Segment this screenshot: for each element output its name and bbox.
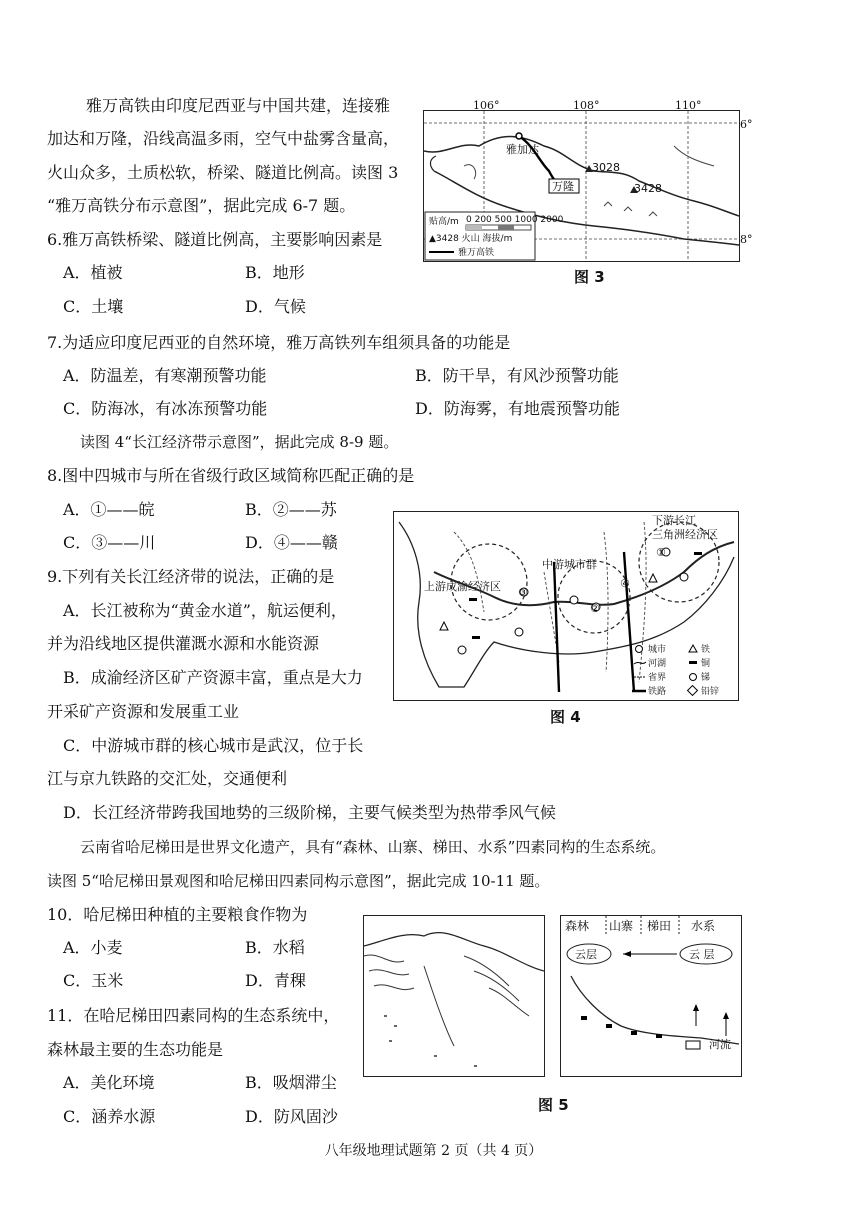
figure-3-caption: 图 3	[574, 268, 605, 286]
fig3-peak2-label: 3428	[634, 182, 662, 195]
q11-option-a[interactable]: A．美化环境	[63, 1073, 155, 1092]
fig4-legend-copper: 铜	[701, 659, 711, 669]
figure-5-caption: 图 5	[538, 1096, 569, 1114]
q10-stem: 10．哈尼梯田种植的主要粮食作物为	[47, 905, 308, 924]
fig4-legend-border: 省界	[648, 673, 667, 683]
page-footer: 八年级地理试题第 2 页（共 4 页）	[324, 1143, 543, 1159]
q9-option-a-line-1[interactable]: A．长江被称为“黄金水道”，航运便利，	[63, 601, 347, 620]
q9-option-c-line-2: 江与京九铁路的交汇处，交通便利	[47, 769, 288, 788]
fig4-legend-railway: 铁路	[648, 687, 667, 697]
q9-option-c-line-1[interactable]: C．中游城市群的核心城市是武汉，位于长	[63, 736, 364, 755]
q11-stem-line-2: 森林最主要的生态功能是	[47, 1040, 224, 1059]
q11-option-c[interactable]: C．涵养水源	[63, 1107, 156, 1126]
fig4-mark-3: ③	[518, 586, 528, 599]
q7-stem: 7.为适应印度尼西亚的自然环境，雅万高铁列车组须具备的功能是	[47, 333, 511, 352]
q9-option-b-line-2: 开采矿产资源和发展重工业	[47, 702, 240, 721]
fig5-water-label: 水系	[691, 919, 716, 933]
fig3-legend-elevation: 贴高/m	[429, 217, 459, 227]
q10-option-c[interactable]: C．玉米	[63, 971, 124, 990]
q8-option-c[interactable]: C．③——川	[63, 533, 156, 552]
q8-option-b[interactable]: B．②——苏	[245, 500, 337, 519]
intro-line-3: 火山众多，土质松软，桥梁、隧道比例高。读图 3	[47, 163, 399, 182]
fig3-lon-108-label: 108°	[573, 99, 600, 112]
fig3-lat-8-label: 8°	[740, 233, 753, 246]
fig3-legend-scale: 0 200 500 1000 2000	[466, 215, 564, 225]
intro-q8-9: 读图 4“长江经济带示意图”，据此完成 8-9 题。	[80, 433, 399, 451]
q7-option-c[interactable]: C．防海冰，有冰冻预警功能	[63, 399, 268, 418]
fig4-downstream-label-2: 三角洲经济区	[652, 528, 718, 541]
fig3-legend-rail: 雅万高铁	[458, 248, 495, 258]
q10-option-d[interactable]: D．青稞	[245, 971, 306, 990]
fig5-cloud-2: 云 层	[689, 948, 715, 961]
q6-option-a[interactable]: A．植被	[63, 263, 123, 282]
q11-option-b[interactable]: B．吸烟滞尘	[245, 1073, 337, 1092]
q7-option-a[interactable]: A．防温差，有寒潮预警功能	[63, 366, 267, 385]
fig5-river-label: 河流	[709, 1038, 731, 1051]
fig5-terrace-label: 梯田	[647, 919, 672, 933]
figure-4-map	[393, 511, 739, 701]
fig5-village-label: 山寨	[609, 919, 634, 933]
intro-line-4: “雅万高铁分布示意图”，据此完成 6-7 题。	[47, 196, 356, 215]
intro-q10-11-line-1: 云南省哈尼梯田是世界文化遗产，具有“森林、山寨、梯田、水系”四素同构的生态系统。	[80, 838, 666, 856]
fig4-downstream-label-1: 下游长江	[652, 514, 696, 527]
q11-stem-line-1: 11．在哈尼梯田四素同构的生态系统中，	[47, 1006, 340, 1025]
fig3-bandung-label: 万隆	[552, 180, 574, 193]
intro-line-1: 雅万高铁由印度尼西亚与中国共建，连接雅	[86, 96, 391, 115]
fig4-legend-river: 河湖	[648, 659, 667, 669]
q11-option-d[interactable]: D．防风固沙	[245, 1107, 338, 1126]
intro-line-2: 加达和万隆，沿线高温多雨，空气中盐雾含量高，	[47, 129, 400, 148]
fig3-lon-106-label: 106°	[473, 99, 500, 112]
q7-option-b[interactable]: B．防干旱，有风沙预警功能	[415, 366, 619, 385]
q6-stem: 6.雅万高铁桥梁、隧道比例高，主要影响因素是	[47, 230, 383, 249]
fig5-cloud-1: 云层	[575, 948, 597, 961]
fig4-middle-label: 中游城市群	[542, 558, 597, 571]
fig4-legend-leadzinc: 铅锌	[701, 687, 720, 697]
q10-option-b[interactable]: B．水稻	[245, 938, 305, 957]
q6-option-c[interactable]: C．土壤	[63, 297, 124, 316]
fig3-legend-volcano: ▲3428 火山 海拔/m	[429, 234, 513, 244]
q8-option-a[interactable]: A．①——皖	[63, 500, 155, 519]
fig4-legend-iron: 铁	[701, 645, 711, 655]
q6-option-b[interactable]: B．地形	[245, 263, 305, 282]
fig4-mark-2: ②	[590, 602, 600, 615]
fig4-mark-4: ④	[620, 577, 630, 590]
fig3-lat-6-label: 6°	[740, 118, 753, 131]
fig4-legend-city: 城市	[648, 645, 667, 655]
fig5-forest-label: 森林	[565, 919, 590, 933]
figure-3-map	[423, 110, 740, 262]
fig3-peak1-label: 3028	[592, 161, 620, 174]
q9-stem: 9.下列有关长江经济带的说法，正确的是	[47, 567, 335, 586]
q10-option-a[interactable]: A．小麦	[63, 938, 123, 957]
fig3-jakarta-label: 雅加达	[506, 143, 539, 156]
intro-q10-11-line-2: 读图 5“哈尼梯田景观图和哈尼梯田四素同构示意图”，据此完成 10-11 题。	[47, 872, 550, 890]
figure-4-caption: 图 4	[550, 708, 581, 726]
q8-option-d[interactable]: D．④——赣	[245, 533, 338, 552]
fig4-upstream-label: 上游成渝经济区	[424, 580, 501, 593]
fig4-mark-1: ①	[656, 546, 666, 559]
fig4-legend-tin: 锑	[701, 673, 711, 683]
q9-option-b-line-1[interactable]: B．成渝经济区矿产资源丰富，重点是大力	[63, 668, 363, 687]
fig3-lon-110-label: 110°	[675, 99, 702, 112]
q9-option-a-line-2: 并为沿线地区提供灌溉水源和水能资源	[47, 634, 320, 653]
q9-option-d[interactable]: D．长江经济带跨我国地势的三级阶梯，主要气候类型为热带季风气候	[63, 803, 556, 822]
figure-5-diagram	[560, 915, 742, 1077]
q6-option-d[interactable]: D．气候	[245, 297, 306, 316]
q7-option-d[interactable]: D．防海雾，有地震预警功能	[415, 399, 620, 418]
figure-5-landscape	[363, 915, 545, 1077]
q8-stem: 8.图中四城市与所在省级行政区域简称匹配正确的是	[47, 466, 415, 485]
